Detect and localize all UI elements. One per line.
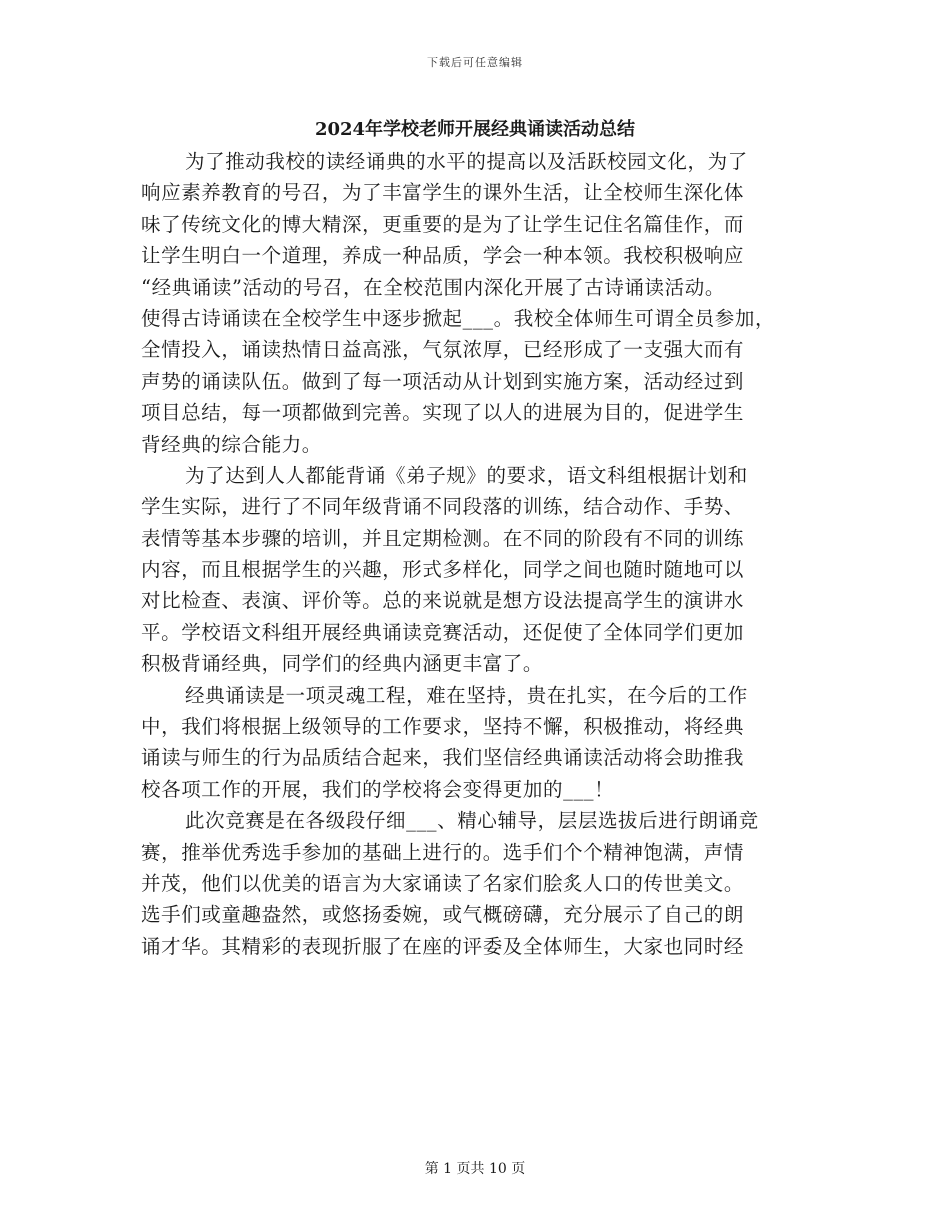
body-line: 声势的诵读队伍。做到了每一项活动从计划到实施方案，活动经过到 <box>141 369 745 393</box>
body-line: 项目总结，每一项都做到完善。实现了以人的进展为目的，促进学生 <box>141 401 745 425</box>
body-line: 积极背诵经典，同学们的经典内涵更丰富了。 <box>141 652 544 676</box>
body-line: 校各项工作的开展，我们的学校将会变得更加的___！ <box>141 777 615 801</box>
document-body <box>141 146 807 962</box>
body-line: 诵读与师生的行为品质结合起来，我们坚信经典诵读活动将会助推我 <box>141 746 745 770</box>
body-line: 表情等基本步骤的培训，并且定期检测。在不同的阶段有不同的训练 <box>141 526 745 550</box>
body-line: 对比检查、表演、评价等。总的来说就是想方设法提高学生的演讲水 <box>141 589 745 613</box>
body-line: 使得古诗诵读在全校学生中逐步掀起___。我校全体师生可谓全员参加， <box>141 306 776 330</box>
body-line: 为了达到人人都能背诵《弟子规》的要求，语文科组根据计划和 <box>185 463 748 487</box>
page-number-footer: 第 1 页共 10 页 <box>424 1161 526 1177</box>
document-title: 2024年学校老师开展经典诵读活动总结 <box>314 119 636 140</box>
body-line: 并茂，他们以优美的语言为大家诵读了名家们脍炙人口的传世美文。 <box>141 871 745 895</box>
body-line: 中，我们将根据上级领导的工作要求，坚持不懈，积极推动，将经典 <box>141 715 745 739</box>
body-line: 让学生明白一个道理，养成一种品质，学会一种本领。我校积极响应 <box>141 244 745 268</box>
body-line: 经典诵读是一项灵魂工程，难在坚持，贵在扎实，在今后的工作 <box>185 683 748 707</box>
body-line: 内容，而且根据学生的兴趣，形式多样化，同学之间也随时随地可以 <box>141 558 745 582</box>
body-line: 此次竞赛是在各级段仔细___、精心辅导，层层选拔后进行朗诵竞 <box>185 809 759 833</box>
body-line: 味了传统文化的博大精深，更重要的是为了让学生记住名篇佳作，而 <box>141 212 745 236</box>
body-line: 响应素养教育的号召，为了丰富学生的课外生活，让全校师生深化体 <box>141 181 745 205</box>
body-line: 学生实际，进行了不同年级背诵不同段落的训练，结合动作、手势、 <box>141 495 745 519</box>
body-line: 背经典的综合能力。 <box>141 432 322 456</box>
body-line: 为了推动我校的读经诵典的水平的提高以及活跃校园文化，为了 <box>185 150 748 173</box>
body-line: 选手们或童趣盎然，或悠扬委婉，或气概磅礴，充分展示了自己的朗 <box>141 903 745 927</box>
body-line: 赛，推举优秀选手参加的基础上进行的。选手们个个精神饱满，声情 <box>141 840 745 864</box>
header-note: 下载后可任意编辑 <box>427 56 523 69</box>
body-line: 诵才华。其精彩的表现折服了在座的评委及全体师生，大家也同时经 <box>141 934 745 958</box>
body-line: 全情投入，诵读热情日益高涨，气氛浓厚，已经形成了一支强大而有 <box>141 338 745 362</box>
body-line: “经典诵读”活动的号召，在全校范围内深化开展了古诗诵读活动。 <box>141 275 725 299</box>
body-line: 平。学校语文科组开展经典诵读竞赛活动，还促使了全体同学们更加 <box>141 620 745 644</box>
